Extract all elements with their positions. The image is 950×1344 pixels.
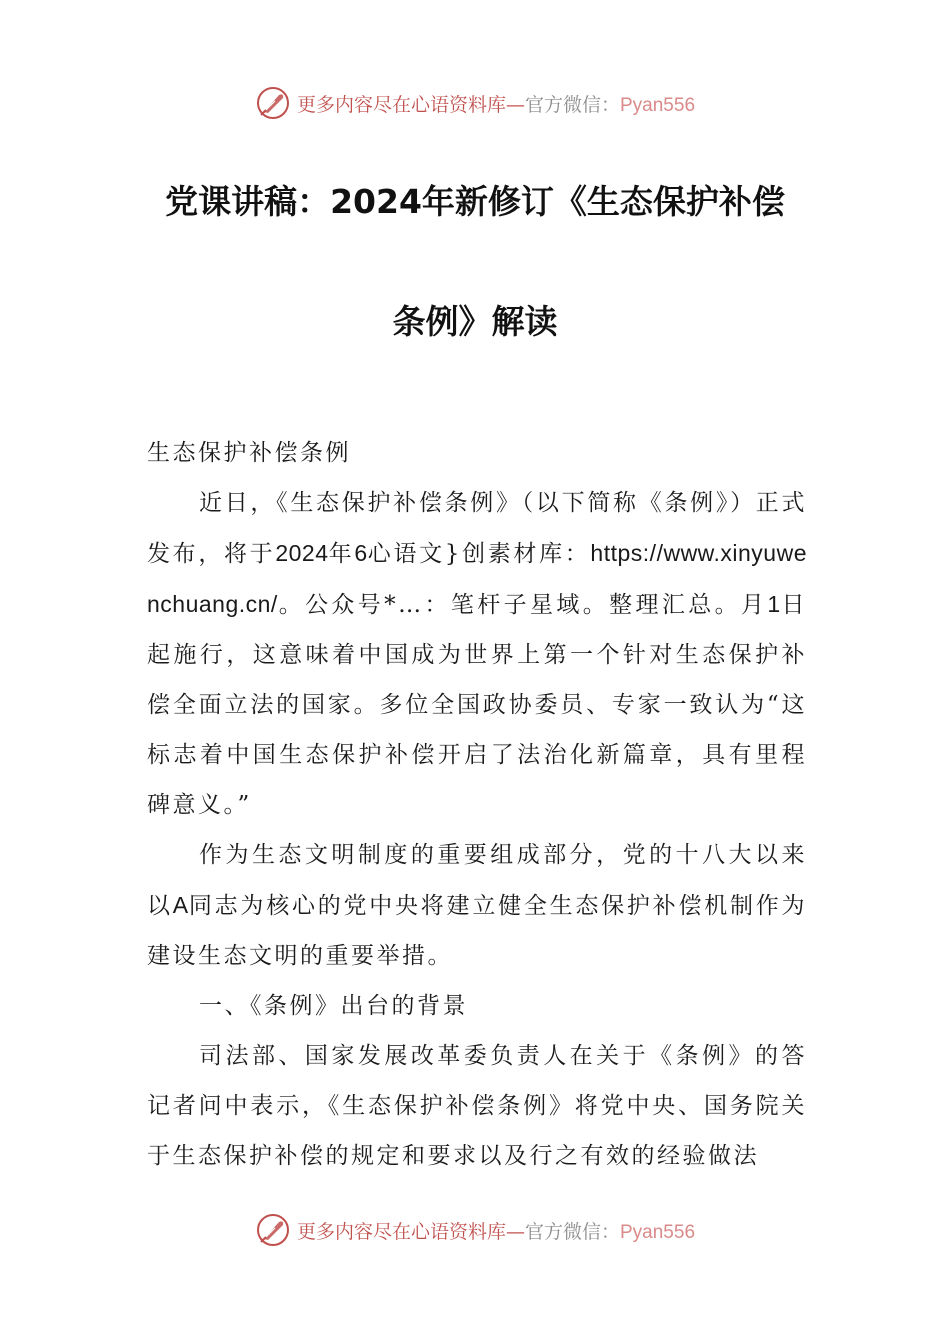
banner-text — [297, 1217, 695, 1244]
p1-text-a: 近日，《生态保护补偿条例》（以下简称《条例》）正式发布，将于 — [147, 490, 807, 567]
banner-main-text: 更多内容尽在心语资料库 — [296, 1220, 506, 1243]
p2-text-a: 作为生态文明制度的重要组成部分，党的十八大以来以 — [147, 842, 807, 919]
banner-wechat-id: Pyan556 — [620, 94, 696, 116]
footer-watermark-banner — [0, 1210, 950, 1250]
paragraph-3: 司法部、国家发展改革委负责人在关于《条例》的答记者问中表示，《生态保护补偿条例》将党中央、国务院关于生态保护补偿的规定和要求以及行之有效的经验做法 — [147, 1043, 807, 1169]
document-body — [147, 428, 807, 1181]
p2-text-b: 同志为核心的党中央将建立健全生态保护补偿机制作为建设生态文明的重要举措。 — [147, 893, 808, 969]
feather-pen-icon — [255, 85, 291, 121]
document-title-line-1: 党课讲稿：2024年新修订《生态保护补偿 — [165, 182, 785, 221]
p1-text-b: 年 — [328, 541, 355, 567]
banner-text — [297, 90, 695, 117]
feather-pen-icon — [255, 1212, 291, 1248]
banner-wechat-label: 官方微信： — [524, 93, 620, 116]
banner-wechat-label: 官方微信： — [524, 1220, 620, 1243]
p1-year: 2024 — [275, 540, 329, 566]
p1-url: https://www.xinyuwenchuang.cn/ — [147, 540, 808, 617]
section-heading-1: 一、《条例》出台的背景 — [199, 993, 468, 1019]
banner-main-text: 更多内容尽在心语资料库 — [296, 93, 506, 116]
p1-text-e: 日起施行，这意味着中国成为世界上第一个针对生态保护补偿全面立法的国家。多位全国政协委员、专家一致认为“这标志着中国生态保护补偿开启了法治化新篇章，具有里程碑意义。” — [147, 592, 808, 818]
paragraph-1 — [147, 478, 807, 830]
document-title-line-2: 条例》解读 — [392, 302, 558, 341]
body-heading: 生态保护补偿条例 — [147, 440, 351, 466]
p1-text-c: 心语文}创素材库： — [367, 541, 591, 567]
banner-separator: — — [505, 1220, 525, 1243]
p2-letter: A — [172, 892, 189, 918]
header-watermark-banner — [0, 83, 950, 123]
p1-number-one: 1 — [767, 591, 781, 617]
p1-number-six: 6 — [354, 540, 368, 566]
paragraph-2 — [147, 830, 807, 981]
p1-text-d: 。公众号*…：笔杆子星域。整理汇总。月 — [277, 592, 768, 618]
banner-separator: — — [505, 93, 525, 116]
banner-wechat-id: Pyan556 — [620, 1221, 696, 1243]
